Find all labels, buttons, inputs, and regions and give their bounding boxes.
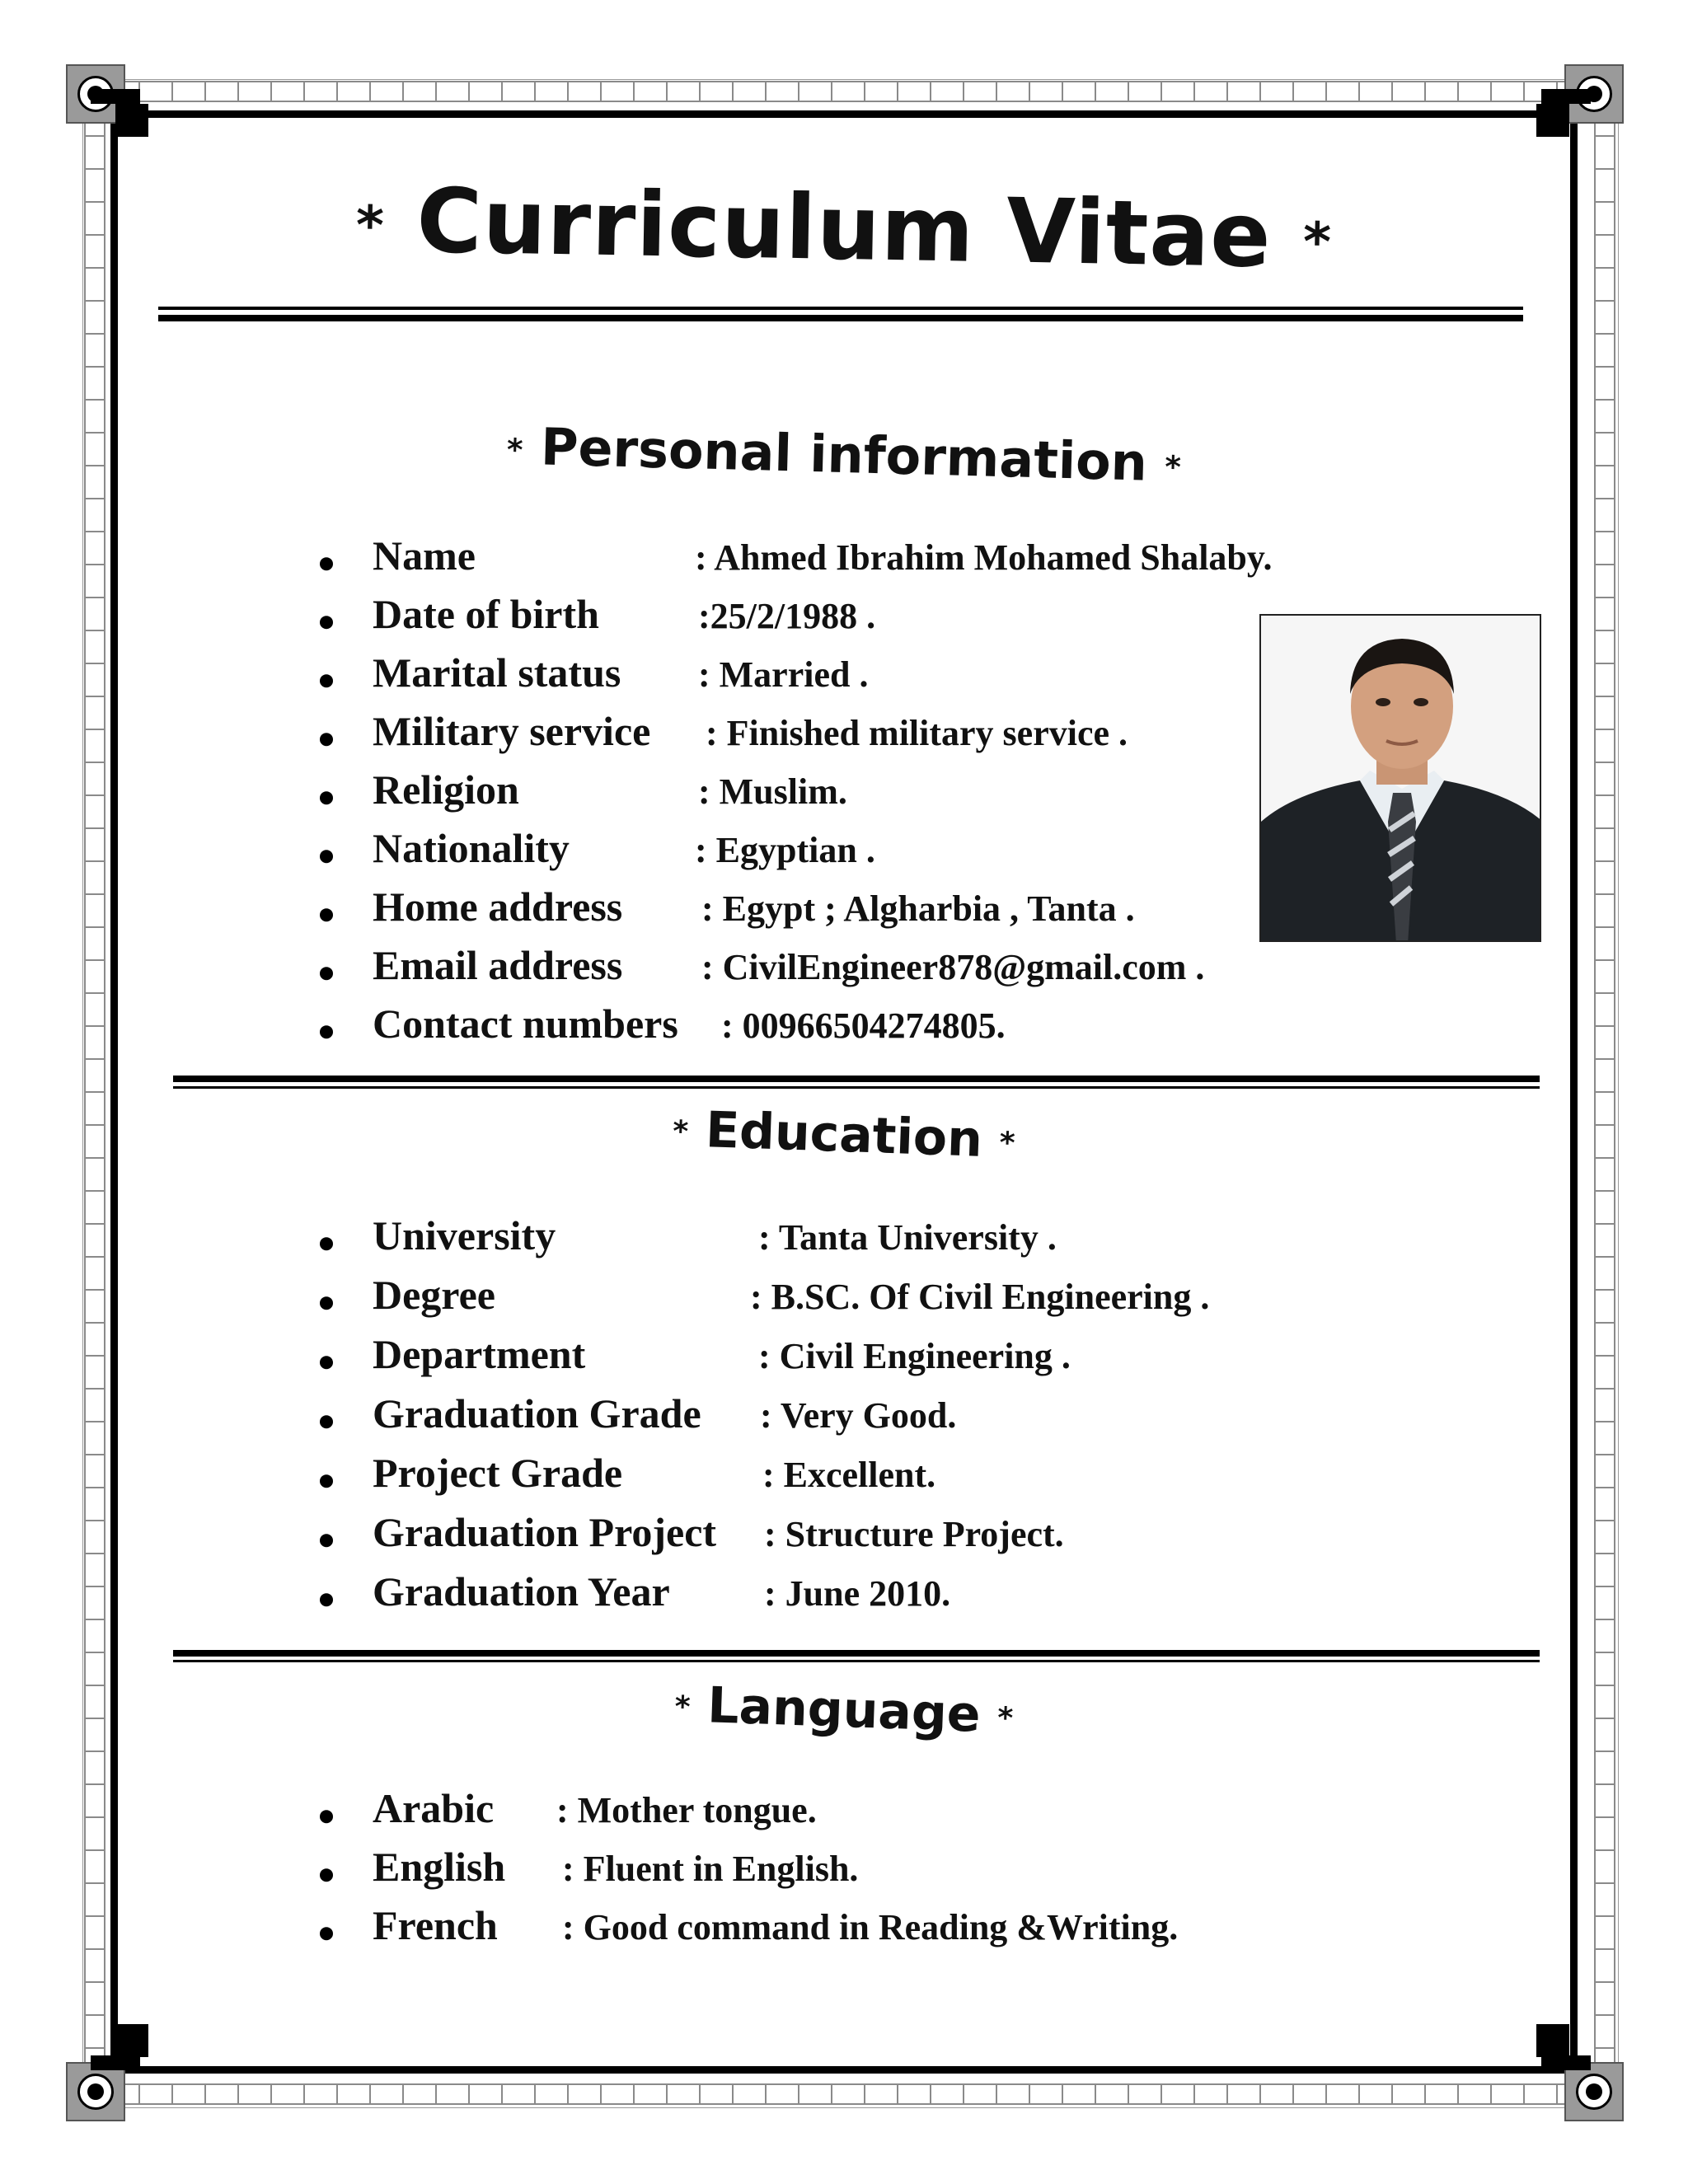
star-icon: * bbox=[1164, 448, 1182, 485]
bullet-icon bbox=[320, 908, 333, 921]
language-item-value: : Mother tongue. bbox=[556, 1790, 817, 1830]
personal-item-value: :25/2/1988 . bbox=[698, 596, 876, 636]
education-item-value: : Structure Project. bbox=[764, 1514, 1064, 1554]
personal-item-label: Military service bbox=[373, 708, 651, 754]
personal-item-label: Email address bbox=[373, 942, 623, 988]
education-item-label: Graduation Year bbox=[373, 1568, 670, 1615]
bullet-icon bbox=[320, 1296, 333, 1310]
border-tiles-right bbox=[1594, 102, 1615, 2083]
personal-rule-thin bbox=[173, 1086, 1540, 1089]
bullet-icon bbox=[320, 674, 333, 687]
section-heading-text: Language bbox=[706, 1676, 982, 1744]
star-icon: * bbox=[998, 1126, 1016, 1161]
bullet-icon bbox=[320, 733, 333, 746]
star-icon: * bbox=[672, 1114, 689, 1150]
bullet-icon bbox=[320, 1927, 333, 1940]
education-item-label: Project Grade bbox=[373, 1450, 623, 1496]
personal-item-label: Religion bbox=[373, 766, 519, 813]
star-icon: * bbox=[996, 1701, 1014, 1736]
bullet-icon bbox=[320, 850, 333, 863]
bullet-icon bbox=[320, 1025, 333, 1038]
language-item-label: French bbox=[373, 1902, 498, 1948]
title-rule-thin bbox=[158, 307, 1523, 310]
education-item-value: : Very Good. bbox=[760, 1395, 957, 1436]
title-rule-thick bbox=[158, 315, 1523, 321]
bullet-icon bbox=[320, 791, 333, 804]
personal-item-value: : Muslim. bbox=[698, 771, 847, 812]
language-item-value: : Fluent in English. bbox=[562, 1849, 859, 1889]
section-heading-text: Education bbox=[704, 1101, 984, 1169]
corner-ornament-bottom-right bbox=[1564, 2062, 1624, 2121]
language-item-label: Arabic bbox=[373, 1785, 495, 1831]
title-star-right: * bbox=[1302, 211, 1333, 274]
star-icon: * bbox=[506, 431, 524, 468]
education-item-value: : June 2010. bbox=[764, 1573, 951, 1614]
education-item-value: : Excellent. bbox=[762, 1455, 936, 1495]
education-rule-thick bbox=[173, 1650, 1540, 1657]
personal-item-label: Nationality bbox=[373, 825, 570, 871]
education-item-label: Graduation Project bbox=[373, 1509, 717, 1555]
personal-item-value: : Married . bbox=[698, 654, 869, 695]
personal-item-value: : Finished military service . bbox=[706, 713, 1128, 753]
education-item-value: : Tanta University . bbox=[758, 1217, 1057, 1258]
education-item-label: Graduation Grade bbox=[373, 1390, 701, 1436]
education-item-value: : B.SC. Of Civil Engineering . bbox=[750, 1277, 1210, 1317]
language-item-value: : Good command in Reading &Writing. bbox=[562, 1907, 1179, 1947]
bullet-icon bbox=[320, 1415, 333, 1428]
personal-item-label: Marital status bbox=[373, 649, 621, 696]
border-tiles-bottom bbox=[106, 2083, 1594, 2105]
personal-item-value: : Egypt ; Algharbia , Tanta . bbox=[701, 888, 1135, 929]
personal-item-label: Contact numbers bbox=[373, 1001, 678, 1047]
bullet-icon bbox=[320, 1810, 333, 1823]
personal-rule-thick bbox=[173, 1076, 1540, 1082]
bullet-icon bbox=[320, 557, 333, 570]
personal-item-value: : CivilEngineer878@gmail.com . bbox=[701, 947, 1205, 987]
language-item-label: English bbox=[373, 1844, 506, 1890]
bullet-icon bbox=[320, 1356, 333, 1369]
personal-item-label: Date of birth bbox=[373, 591, 599, 637]
bullet-icon bbox=[320, 1593, 333, 1606]
title-text: Curriculum Vitae bbox=[415, 169, 1273, 288]
education-item-label: University bbox=[373, 1212, 556, 1258]
education-item-label: Department bbox=[373, 1331, 586, 1377]
education-item-label: Degree bbox=[373, 1272, 495, 1318]
section-heading-text: Personal information bbox=[540, 416, 1148, 493]
profile-photo bbox=[1259, 614, 1541, 942]
bullet-icon bbox=[320, 1474, 333, 1488]
corner-ornament-bottom-left bbox=[66, 2062, 125, 2121]
bullet-icon bbox=[320, 1868, 333, 1882]
personal-item-label: Home address bbox=[373, 883, 623, 930]
bullet-icon bbox=[320, 1237, 333, 1250]
personal-item-value: : Egyptian . bbox=[695, 830, 875, 870]
bullet-icon bbox=[320, 616, 333, 629]
education-item-value: : Civil Engineering . bbox=[758, 1336, 1071, 1376]
bullet-icon bbox=[320, 1534, 333, 1547]
personal-item-value: : 00966504274805. bbox=[721, 1005, 1006, 1046]
bullet-icon bbox=[320, 967, 333, 980]
star-icon: * bbox=[673, 1690, 692, 1725]
personal-item-value: : Ahmed Ibrahim Mohamed Shalaby. bbox=[695, 537, 1273, 578]
personal-item-label: Name bbox=[373, 532, 476, 579]
title-star-left: * bbox=[355, 194, 386, 257]
education-rule-thin bbox=[173, 1660, 1540, 1662]
border-tiles-top bbox=[106, 81, 1594, 102]
